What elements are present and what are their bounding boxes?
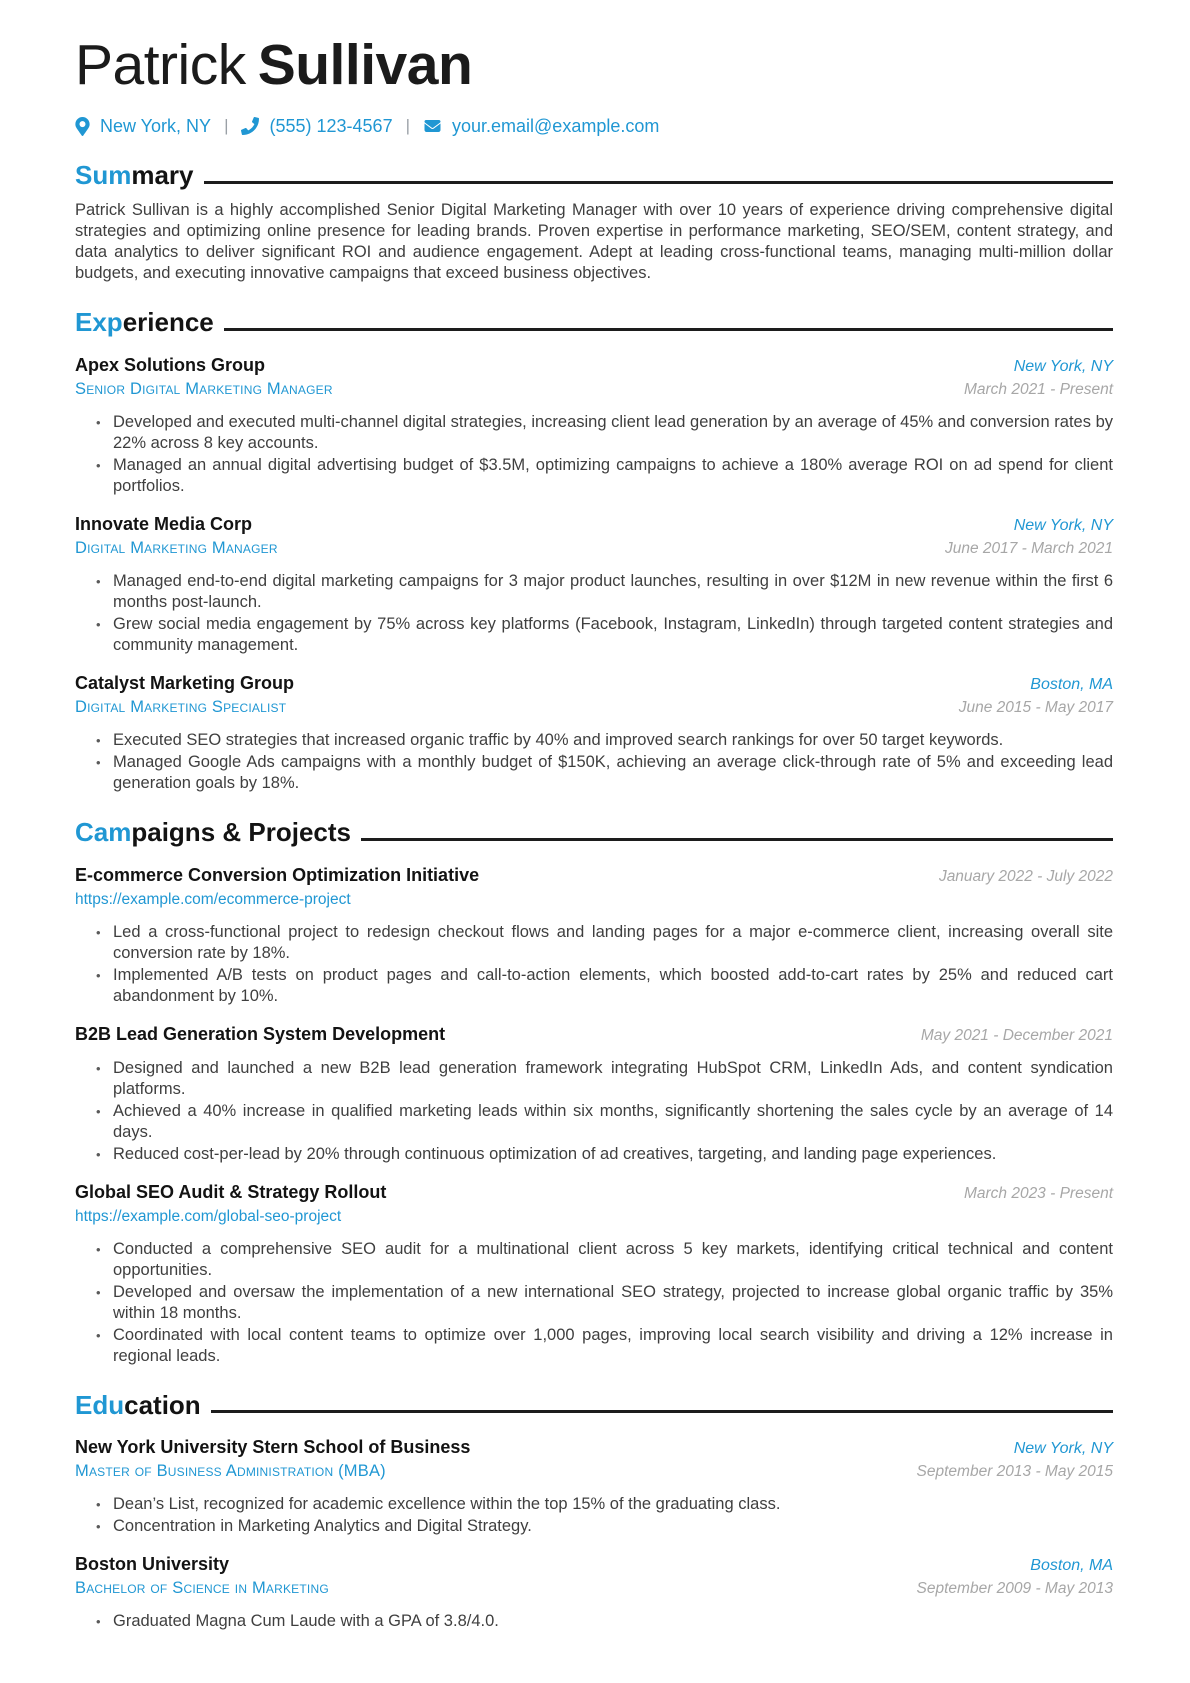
contact-location — [75, 116, 211, 137]
company-name: Apex Solutions Group — [75, 354, 266, 375]
bullet-item: • Conducted a comprehensive SEO audit for a multinational client across 5 key markets, identifying critical technical and content opportunities. — [113, 1239, 1113, 1281]
bullet-item: • Led a cross-functional project to redesign checkout flows and landing pages for a major e-commerce client, increasing overall site conversion rate by 18%. — [113, 922, 1113, 964]
bullet-item: • Developed and oversaw the implementation of a new international SEO strategy, projected to increase global organic traffic by 35% within 18 months. — [113, 1282, 1113, 1324]
degree-name: Master of Business Administration (MBA) — [75, 1462, 386, 1481]
project-name: E-commerce Conversion Optimization Initiative — [75, 864, 480, 885]
entry-dates: March 2021 - Present — [963, 380, 1113, 398]
envelope-icon — [423, 118, 442, 134]
bullet-item: • Managed Google Ads campaigns with a monthly budget of $150K, achieving an average click-through rate of 5% and exceeding lead generation goals by 18%. — [113, 752, 1113, 794]
contact-location-text: New York, NY — [100, 115, 212, 136]
last-name: Sullivan — [257, 33, 473, 97]
entry-location: Boston, MA — [1030, 675, 1113, 693]
section-rule — [211, 1410, 1113, 1413]
bullet-item: • Achieved a 40% increase in qualified marketing leads within six months, significantly shortening the sales cycle by an average of 14 days. — [113, 1101, 1113, 1143]
project-entry — [75, 1182, 1113, 1367]
entry-dates: September 2013 - May 2015 — [916, 1463, 1113, 1481]
section-education — [75, 1391, 1113, 1633]
education-entry — [75, 1554, 1113, 1632]
experience-entry — [75, 673, 1113, 794]
school-name: Boston University — [75, 1554, 230, 1575]
summary-title-rest: mary — [131, 159, 194, 190]
project-url-link[interactable]: https://example.com/ecommerce-project — [75, 890, 351, 908]
project-name: B2B Lead Generation System Development — [75, 1023, 446, 1044]
bullet-item: • Managed an annual digital advertising budget of $3.5M, optimizing campaigns to achieve a 180% average ROI on ad spend for client portfolios. — [113, 455, 1113, 497]
entry-dates: September 2009 - May 2013 — [916, 1580, 1113, 1598]
bullet-list — [75, 1239, 1113, 1367]
experience-entry — [75, 514, 1113, 656]
education-title — [75, 1391, 1113, 1421]
experience-title-rest: erience — [122, 306, 214, 337]
experience-title-accent: Exp — [75, 306, 123, 337]
bullet-list — [75, 412, 1113, 497]
contact-phone[interactable] — [241, 116, 392, 137]
section-projects — [75, 818, 1113, 1367]
bullet-item: • Executed SEO strategies that increased organic traffic by 40% and improved search rankings for over 50 target keywords. — [113, 730, 1113, 751]
education-entry — [75, 1437, 1113, 1537]
bullet-item: • Dean’s List, recognized for academic excellence within the top 15% of the graduating class. — [113, 1494, 1113, 1515]
entry-dates: January 2022 - July 2022 — [938, 867, 1113, 885]
bullet-item: • Developed and executed multi-channel digital strategies, increasing client lead generation by an average of 45% and conversion rates by 22% across 8 key accounts. — [113, 412, 1113, 454]
contact-separator: | — [224, 116, 229, 136]
bullet-list — [75, 1611, 1113, 1632]
experience-title — [75, 308, 1113, 338]
contact-email-text[interactable]: your.email@example.com — [452, 115, 660, 136]
bullet-item: • Grew social media engagement by 75% across key platforms (Facebook, Instagram, LinkedIn) through targeted content strategies and community management. — [113, 614, 1113, 656]
project-entry — [75, 1024, 1113, 1165]
section-experience — [75, 308, 1113, 794]
summary-paragraph: Patrick Sullivan is a highly accomplished Senior Digital Marketing Manager with over 10 years of experience driving comprehensive digital strategies and optimizing online presence for leading brands. Proven expertise in performance marketing, SEO/SEM, content strategy, and data analytics to deliver significant ROI and audience engagement. Adept at leading cross-functional teams, managing multi-million dollar budgets, and executing innovative campaigns that exceed business objectives. — [75, 200, 1113, 282]
entry-location: New York, NY — [1013, 1440, 1113, 1458]
bullet-list — [75, 922, 1113, 1007]
bullet-item: • Coordinated with local content teams to optimize over 1,000 pages, improving local search visibility and driving a 12% increase in regional leads. — [113, 1325, 1113, 1367]
bullet-list — [75, 571, 1113, 656]
section-rule — [224, 328, 1113, 331]
entry-dates: June 2017 - March 2021 — [944, 539, 1113, 557]
person-name — [75, 33, 1113, 97]
job-title: Senior Digital Marketing Manager — [75, 379, 333, 398]
education-title-accent: Edu — [75, 1389, 125, 1420]
summary-title — [75, 161, 1113, 191]
projects-title-rest: paigns & Projects — [131, 816, 351, 847]
first-name: Patrick — [75, 33, 246, 97]
bullet-list — [75, 1058, 1113, 1165]
summary-title-accent: Sum — [75, 159, 132, 190]
section-rule — [204, 181, 1114, 184]
location-pin-icon — [75, 117, 90, 136]
degree-name: Bachelor of Science in Marketing — [75, 1579, 329, 1598]
bullet-item: • Concentration in Marketing Analytics and Digital Strategy. — [113, 1516, 1113, 1537]
bullet-item: • Graduated Magna Cum Laude with a GPA of 3.8/4.0. — [113, 1611, 1113, 1632]
bullet-list — [75, 730, 1113, 794]
bullet-item: • Reduced cost-per-lead by 20% through continuous optimization of ad creatives, targeting, and landing page experiences. — [113, 1144, 1113, 1165]
entry-dates: March 2023 - Present — [963, 1184, 1113, 1202]
entry-location: New York, NY — [1013, 516, 1113, 534]
contact-row — [75, 116, 1113, 137]
bullet-list — [75, 1494, 1113, 1537]
project-url-link[interactable]: https://example.com/global-seo-project — [75, 1207, 342, 1225]
job-title: Digital Marketing Manager — [75, 538, 278, 557]
company-name: Innovate Media Corp — [75, 513, 253, 534]
job-title: Digital Marketing Specialist — [75, 697, 287, 716]
bullet-item: • Implemented A/B tests on product pages and call-to-action elements, which boosted add-to-cart rates by 25% and reduced cart abandonment by 10%. — [113, 965, 1113, 1007]
company-name: Catalyst Marketing Group — [75, 672, 295, 693]
school-name: New York University Stern School of Business — [75, 1437, 471, 1458]
phone-icon — [241, 117, 259, 135]
education-title-rest: cation — [124, 1389, 201, 1420]
bullet-item: • Managed end-to-end digital marketing campaigns for 3 major product launches, resulting in over $12M in new revenue within the first 6 months post-launch. — [113, 571, 1113, 613]
contact-separator: | — [405, 116, 410, 136]
contact-phone-text[interactable]: (555) 123-4567 — [269, 115, 393, 136]
entry-dates: May 2021 - December 2021 — [920, 1026, 1113, 1044]
contact-email[interactable] — [423, 116, 659, 137]
project-entry — [75, 865, 1113, 1007]
projects-title — [75, 818, 1113, 848]
entry-dates: June 2015 - May 2017 — [958, 698, 1113, 716]
experience-entry — [75, 355, 1113, 497]
entry-location: Boston, MA — [1030, 1557, 1113, 1575]
section-rule — [361, 838, 1113, 841]
project-name: Global SEO Audit & Strategy Rollout — [75, 1181, 387, 1202]
projects-title-accent: Cam — [75, 816, 132, 847]
bullet-item: • Designed and launched a new B2B lead generation framework integrating HubSpot CRM, LinkedIn Ads, and content syndication platforms. — [113, 1058, 1113, 1100]
entry-location: New York, NY — [1013, 357, 1113, 375]
section-summary — [75, 161, 1113, 284]
